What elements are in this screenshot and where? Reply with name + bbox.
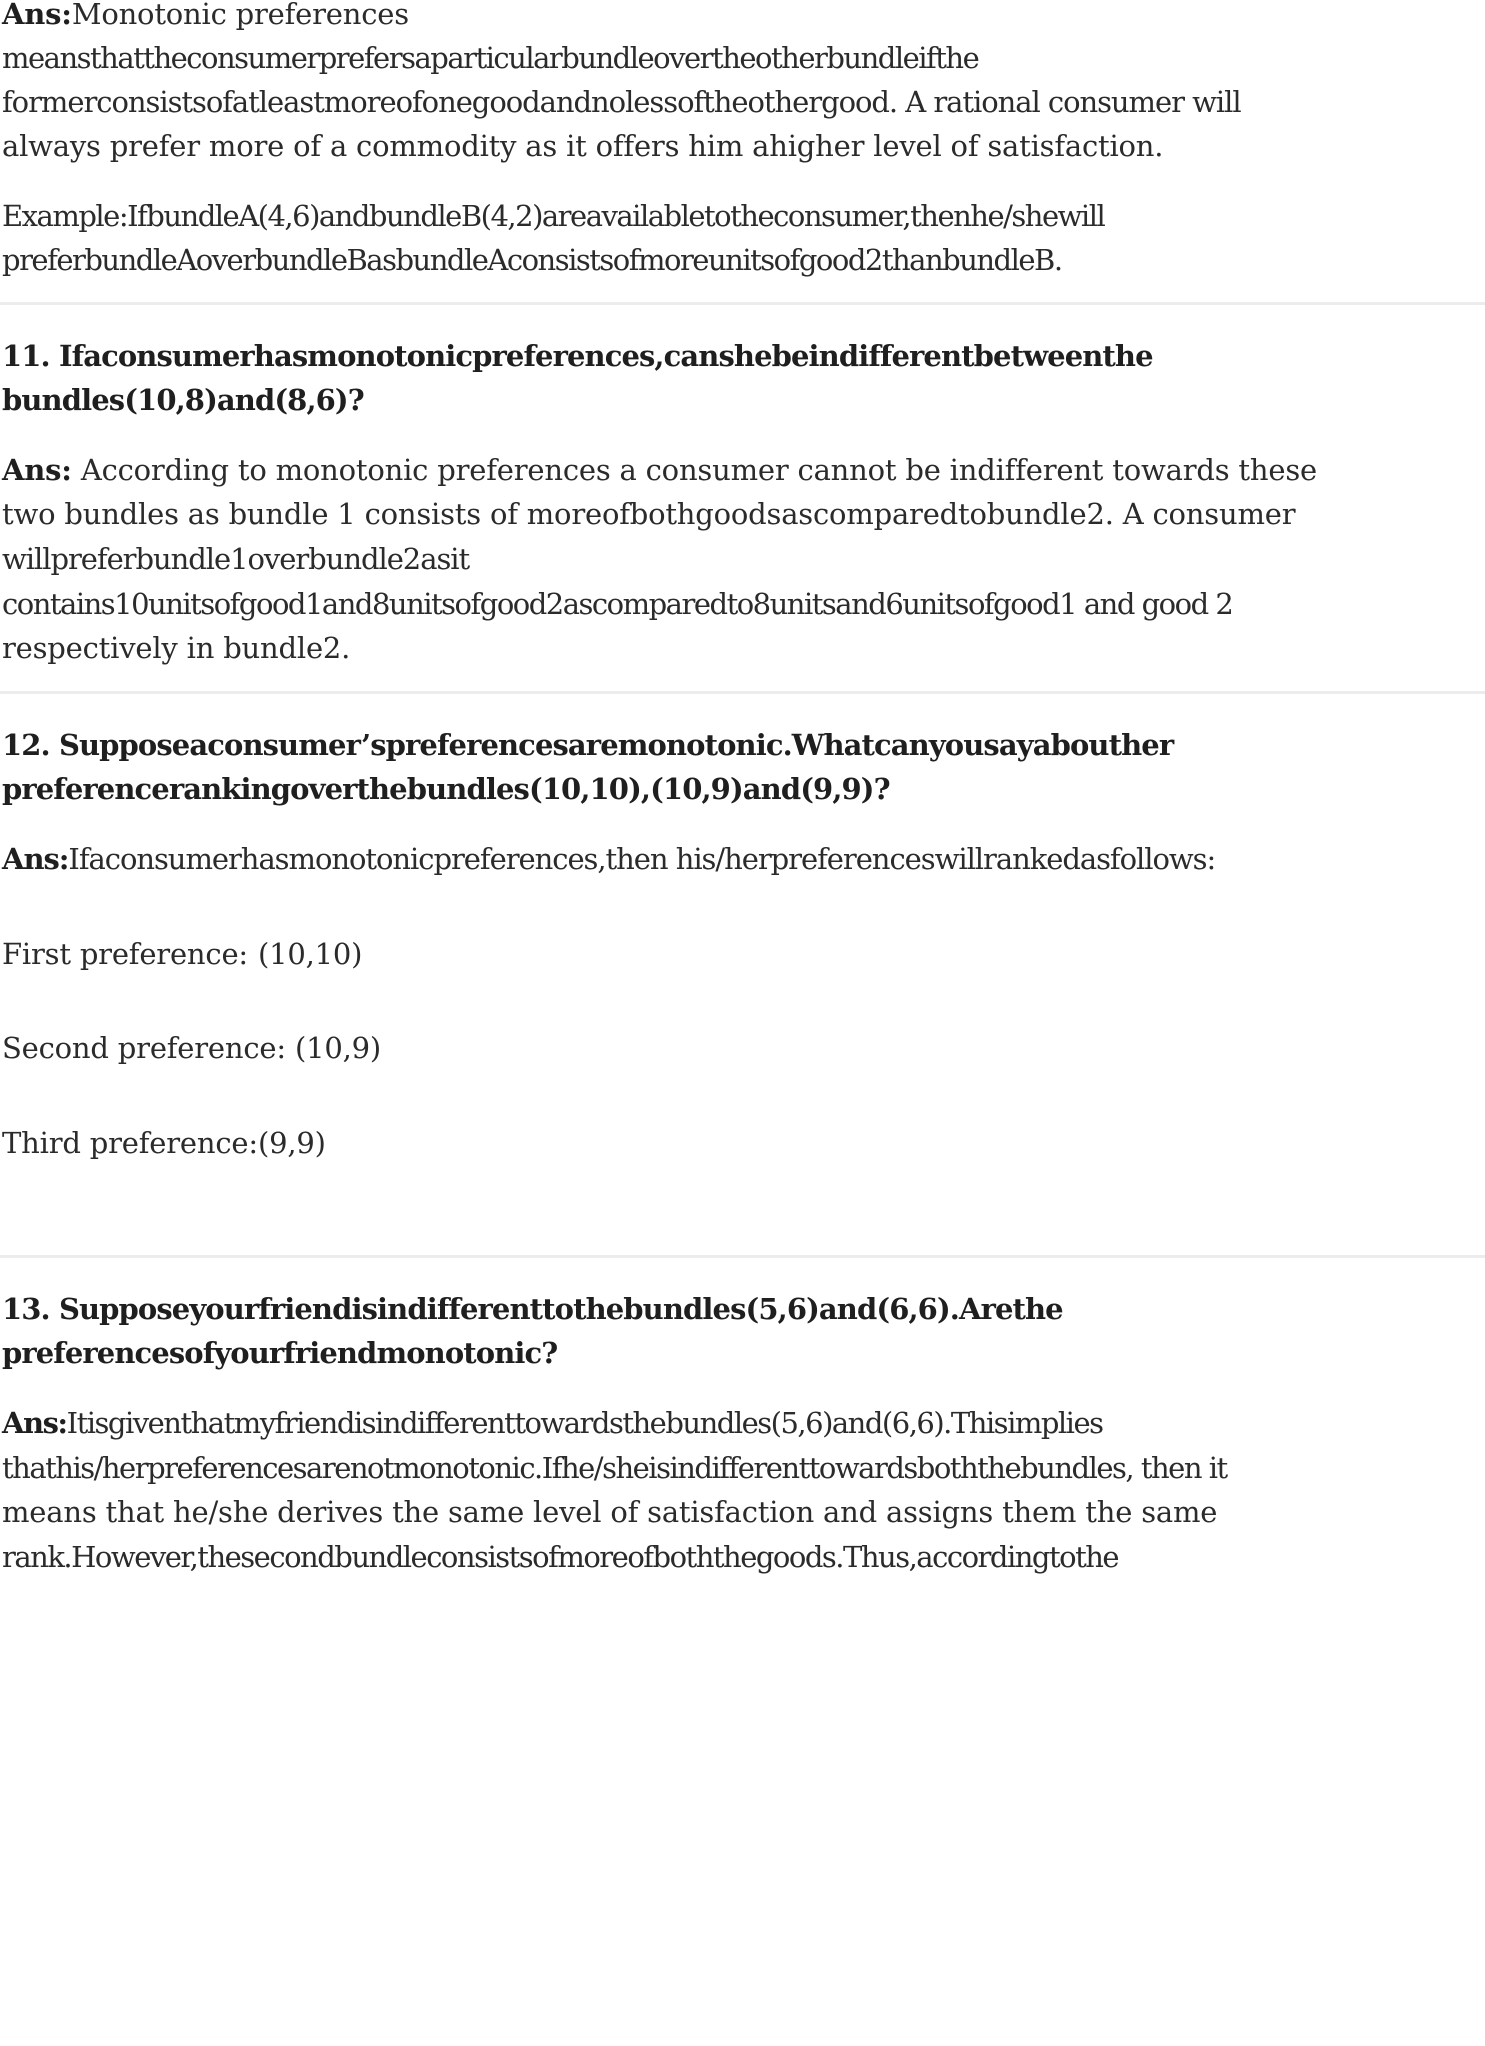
ranking-value: (9,9): [258, 1126, 326, 1160]
answer-11-line-2: two bundles as bundle 1 consists of moreofbothgoodsascomparedtobundle2. A consumer: [2, 497, 1296, 531]
intro-line-3: formerconsistsofatleastmoreofonegoodandnolessoftheothergood. A rational consumer will: [2, 85, 1241, 119]
ans-label: Ans:: [2, 453, 72, 487]
answer-11-line-5: respectively in bundle2.: [2, 631, 351, 665]
intro-line-4: always prefer more of a commodity as it offers him ahigher level of satisfaction.: [2, 129, 1164, 163]
answer-11-line-4: contains10unitsofgood1and8unitsofgood2ascomparedto8unitsand6unitsofgood1 and good 2: [2, 587, 1233, 621]
ranking-second: [2, 1028, 381, 1068]
ranking-first: [2, 934, 362, 974]
answer-13-line-2: thathis/herpreferencesarenotmonotonic.Ifhe/sheisindifferenttowardsboththebundles, then it: [2, 1451, 1227, 1485]
ranking-third: [2, 1123, 326, 1163]
question-13-line-1: 13. Supposeyourfriendisindifferenttothebundles(5,6)and(6,6).Arethe: [2, 1292, 1063, 1326]
answer-13-line-1: Ans:Itisgiventhatmyfriendisindifferenttowardsthebundles(5,6)and(6,6).Thisimplies: [2, 1406, 1103, 1440]
section-divider: [0, 1255, 1485, 1258]
answer-13-line-4: rank.However,thesecondbundleconsistsofmoreofboththegoods.Thus,accordingtothe: [2, 1540, 1119, 1574]
intro-example-2: preferbundleAoverbundleBasbundleAconsistsofmoreunitsofgood2thanbundleB.: [2, 243, 1062, 277]
question-11-line-1: 11. Ifaconsumerhasmonotonicpreferences,canshebeindifferentbetweenthe: [2, 339, 1153, 373]
intro-example-1: Example:IfbundleA(4,6)andbundleB(4,2)areavailabletotheconsumer,thenhe/shewill: [2, 199, 1105, 233]
ans-label: Ans:: [2, 1406, 67, 1440]
question-12-line-2: preferencerankingoverthebundles(10,10),(10,9)and(9,9)?: [2, 772, 890, 806]
answer-12-line-1: Ans:Ifaconsumerhasmonotonicpreferences,then his/herpreferenceswillrankedasfollows:: [2, 842, 1216, 876]
ranking-label: First preference:: [2, 937, 248, 971]
question-12-line-1: 12. Supposeaconsumer’spreferencesaremonotonic.Whatcanyousayabouther: [2, 728, 1174, 762]
intro-line-1: Ans:Monotonic preferences: [2, 0, 409, 34]
section-divider: [0, 302, 1485, 305]
ranking-value: (10,9): [294, 1031, 381, 1065]
ranking-value: (10,10): [258, 937, 363, 971]
answer-11-line-3: willpreferbundle1overbundle2asit: [2, 542, 470, 576]
intro-line-2: meansthattheconsumerprefersaparticularbundleovertheotherbundleifthe: [2, 41, 979, 75]
ans-label: Ans:: [2, 0, 72, 31]
section-divider: [0, 691, 1485, 694]
answer-13-line-3: means that he/she derives the same level of satisfaction and assigns them the same: [2, 1495, 1218, 1529]
ranking-label: Third preference:: [2, 1126, 258, 1160]
answer-11-line-1: Ans: According to monotonic preferences a consumer cannot be indifferent towards these: [2, 453, 1317, 487]
ans-label: Ans:: [2, 842, 69, 876]
question-11-line-2: bundles(10,8)and(8,6)?: [2, 383, 364, 417]
ranking-label: Second preference:: [2, 1031, 286, 1065]
question-13-line-2: preferencesofyourfriendmonotonic?: [2, 1336, 558, 1370]
